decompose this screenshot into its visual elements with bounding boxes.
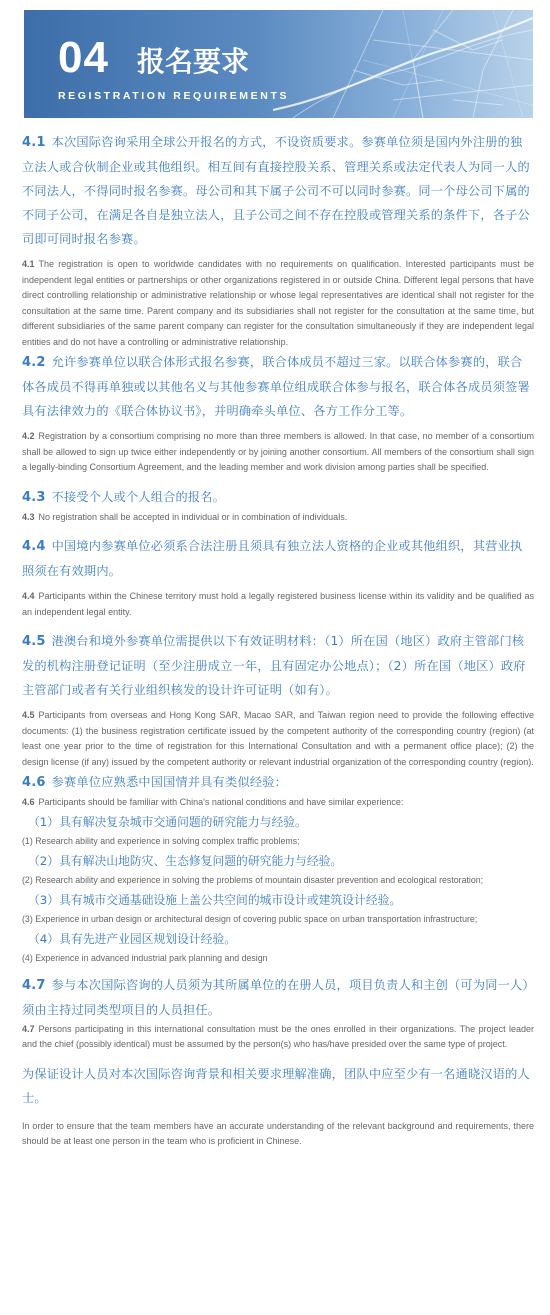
clause-4-5-en: [22, 708, 534, 770]
experience-item-2-zh: （2）具有解决山地防灾、生态修复问题的研究能力与经验。: [28, 853, 343, 868]
clause-number: 4.1: [22, 135, 46, 150]
clause-text: Participants from overseas and Hong Kong SAR, Macao SAR, and Taiwan region need to provide the following effective documents: (1) the business registration certificate issued by the competent authority of the corresponding country (region) (at least one year prior to the time of registration for this International Consultation and with a permanent office place); (2) the design license (if any) issued by the competent authority or relevant industrial organization of the corresponding country (region).: [22, 710, 534, 767]
experience-item-4-zh: （4）具有先进产业园区规划设计经验。: [28, 931, 237, 946]
clause-number: 4.3: [22, 511, 35, 522]
clause-text: 允许参赛单位以联合体形式报名参赛，联合体成员不超过三家。以联合体参赛的，联合体各成员不得再单独或以其他名义与其他参赛单位组成联合体参与报名，联合体各成员须签署具有法律效力的《联合体协议书》，并明确牵头单位、各方工作分工等。: [22, 355, 530, 418]
experience-item-1-en: (1) Research ability and experience in solving complex traffic problems;: [22, 835, 300, 846]
clause-text: Participants should be familiar with China's national conditions and have similar experience:: [38, 797, 404, 807]
requirements-content: [22, 130, 534, 1150]
clause-text: 中国境内参赛单位必须系合法注册且须具有独立法人资格的企业或其他组织，其营业执照须在有效期内。: [22, 539, 523, 578]
clause-text: Registration by a consortium comprising no more than three members is allowed. In that case, no member of a consortium shall be allowed to sign up twice either independently or by joining another consortium. All members of the consortium shall sign a legally-binding Consortium Agreement, and the leading member and work division among parties shall be specified.: [22, 431, 534, 472]
section-title: 报名要求: [137, 45, 250, 78]
clause-text: 本次国际咨询采用全球公开报名的方式，不设资质要求。参赛单位须是国内外注册的独立法人或合伙制企业或其他组织。相互间有直接控股关系、管理关系或法定代表人为同一人的不同法人，不得同时报名参赛。母公司和其下属子公司不可以同时参赛。同一个母公司下属的不同子公司，在满足各自是独立法人，且子公司之间不存在控股或管理关系的条件下，各子公司即可同时报名参赛。: [22, 135, 530, 246]
experience-item-4-en: (4) Experience in advanced industrial park planning and design: [22, 952, 268, 963]
clause-number: 4.5: [22, 634, 46, 649]
clause-4-2-en: [22, 429, 534, 476]
section-banner: [24, 10, 533, 118]
experience-item-3-en: (3) Experience in urban design or architectural design of covering public space on urban transportation infrastructure;: [22, 913, 478, 924]
city-map-graphic: [273, 10, 533, 118]
clause-text: 不接受个人或个人组合的报名。: [51, 489, 226, 504]
clause-number: 4.7: [22, 977, 46, 993]
clause-text: 港澳台和境外参赛单位需提供以下有效证明材料：（1）所在国（地区）政府主管部门核发的机构注册登记证明（至少注册成立一年，且有固定办公地点）；（2）所在国（地区）政府主管部门或者有关行业组织核发的设计许可证明（如有）。: [22, 634, 526, 697]
clause-number: 4.3: [22, 489, 46, 505]
clause-text: 参与本次国际咨询的人员须为其所属单位的在册人员，项目负责人和主创（可为同一人）须由主持过同类型项目的人员担任。: [22, 977, 529, 1017]
clause-text: Participants within the Chinese territory must hold a legally registered business license within its validity and be qualified as an independent legal entity.: [22, 591, 534, 617]
language-requirement-zh: 为保证设计人员对本次国际咨询背景和相关要求理解准确，团队中应至少有一名通晓汉语的人士。: [22, 1066, 530, 1105]
clause-text: No registration shall be accepted in individual or in combination of individuals.: [38, 511, 348, 522]
clause-text: Persons participating in this international consultation must be the ones enrolled in their organizations. The project leader and the chief (possibly identical) must be assumed by the person(s) who has/have presided over the same type of project.: [22, 1023, 534, 1049]
clause-text: The registration is open to worldwide candidates with no requirements on qualification. Interested participants must be independent legal entities or partnerships or other organizations registered in or outside China. Different legal persons that have direct controlling relationship or administrative relationship or whose legal representatives are identical shall not register for the consultation at the same time. Parent company and its subsidiaries shall not register for the consultation at the same time, but different subsidiaries of the same parent company can register for the consultation simultaneously if they are independent legal entities and do not have a controlling or administrative relationship.: [22, 259, 534, 347]
clause-4-3-zh: [22, 485, 534, 510]
clause-number: 4.2: [22, 431, 35, 441]
clause-4-1-zh: [22, 130, 534, 251]
clause-4-1-en: [22, 257, 534, 350]
clause-4-6-zh: [22, 770, 534, 795]
clause-number: 4.2: [22, 355, 46, 370]
clause-number: 4.4: [22, 591, 35, 601]
clause-text: 参赛单位应熟悉中国国情并具有类似经验：: [51, 775, 288, 789]
clause-number: 4.6: [22, 775, 46, 790]
clause-4-3-en: [22, 510, 534, 526]
clause-4-4-zh: [22, 534, 534, 583]
clause-number: 4.7: [22, 1023, 35, 1034]
section-number: 04: [58, 33, 109, 82]
clause-number: 4.1: [22, 259, 35, 269]
clause-number: 4.6: [22, 797, 35, 807]
experience-item-3-zh: （3）具有城市交通基础设施上盖公共空间的城市设计或建筑设计经验。: [28, 892, 402, 907]
language-requirement-en: In order to ensure that the team members have an accurate understanding of the relevant background and requirements, there should be at least one person in the team who is proficient in Chinese.: [22, 1120, 534, 1146]
section-subtitle: REGISTRATION REQUIREMENTS: [58, 90, 290, 102]
clause-4-6-en: [22, 795, 534, 811]
clause-4-4-en: [22, 589, 534, 620]
clause-4-5-zh: [22, 629, 534, 702]
clause-4-2-zh: [22, 350, 534, 423]
experience-item-1-zh: （1）具有解决复杂城市交通问题的研究能力与经验。: [28, 814, 307, 829]
clause-number: 4.5: [22, 710, 35, 720]
experience-item-2-en: (2) Research ability and experience in solving the problems of mountain disaster prevention and ecological restoration;: [22, 874, 484, 885]
clause-4-7-en: [22, 1022, 534, 1053]
clause-4-7-zh: [22, 973, 534, 1022]
clause-number: 4.4: [22, 539, 46, 554]
